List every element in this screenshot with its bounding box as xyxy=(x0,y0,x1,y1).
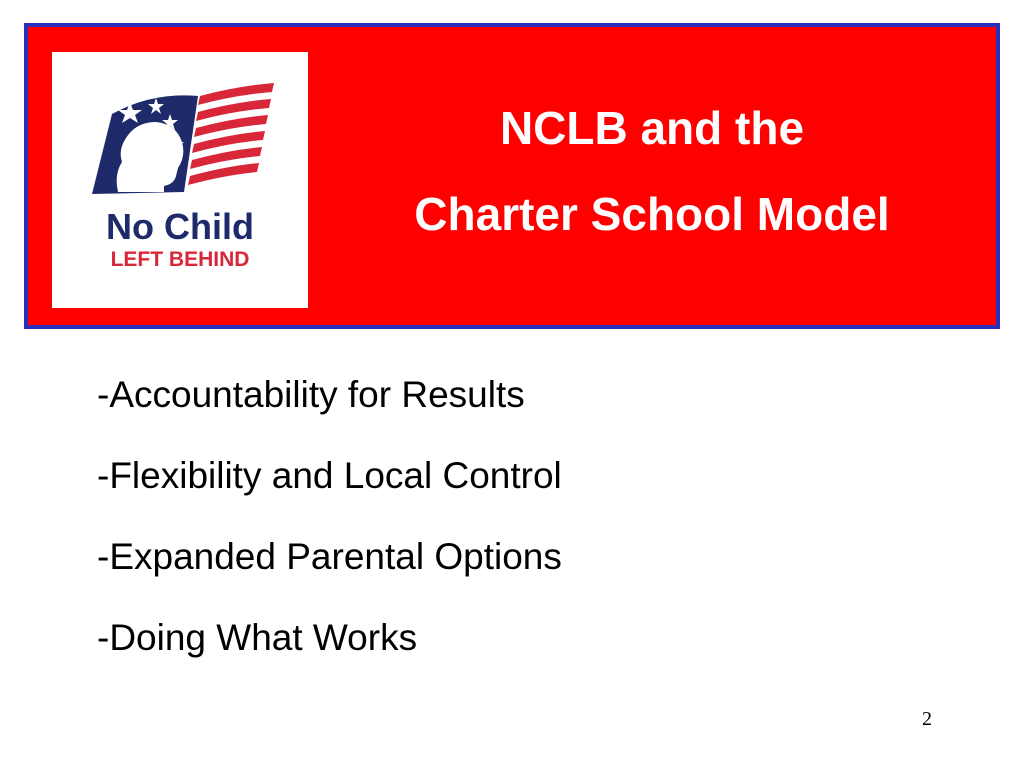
logo-text-no-child: No Child xyxy=(106,206,254,247)
bullet-item: -Expanded Parental Options xyxy=(97,536,562,577)
page-number: 2 xyxy=(922,708,932,730)
nclb-logo xyxy=(52,52,308,308)
logo-text-left-behind: LEFT BEHIND xyxy=(110,248,250,271)
bullet-item: -Accountability for Results xyxy=(97,374,525,415)
bullet-item: -Doing What Works xyxy=(97,617,418,658)
flag-stripes xyxy=(188,83,274,185)
slide-title xyxy=(328,102,976,240)
bullet-list xyxy=(97,372,562,696)
nclb-logo-graphic xyxy=(52,52,308,308)
slide-title-line2: Charter School Model xyxy=(414,188,890,240)
title-banner xyxy=(24,23,1000,329)
slide-title-line1: NCLB and the xyxy=(499,102,805,154)
bullet-item: -Flexibility and Local Control xyxy=(97,455,562,496)
